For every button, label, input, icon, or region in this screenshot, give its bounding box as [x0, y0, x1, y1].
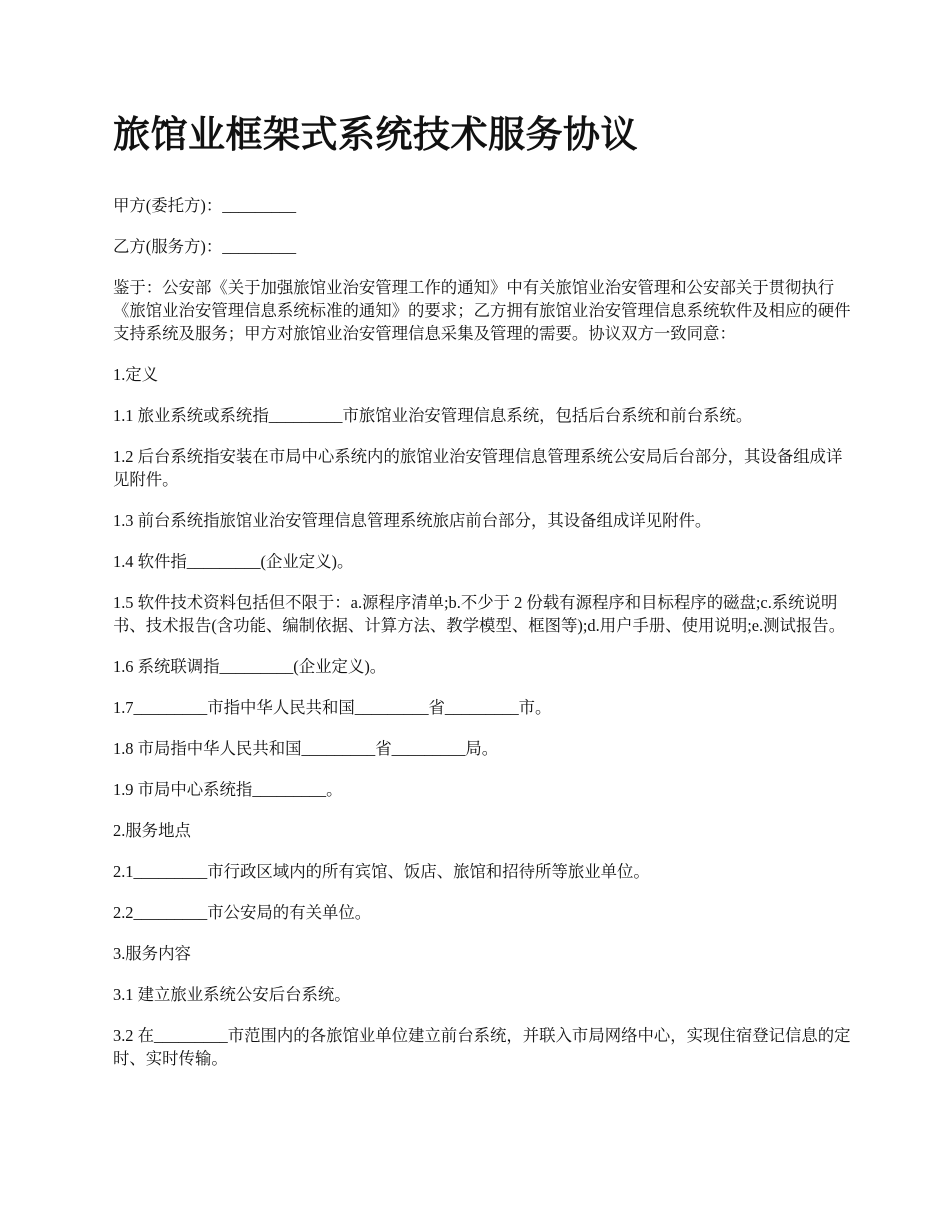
section-heading-service-content: 3.服务内容 [113, 944, 191, 963]
clause-3-2: 3.2 在_________市范围内的各旅馆业单位建立前台系统，并联入市局网络中心，实现住宿登记信息的定时、实时传输。 [113, 1026, 851, 1068]
party-a-line: 甲方(委托方)：_________ [113, 196, 297, 215]
section-heading-service-location: 2.服务地点 [113, 821, 191, 840]
clause-2-2: 2.2_________市公安局的有关单位。 [113, 903, 372, 922]
party-b-line: 乙方(服务方)：_________ [113, 237, 297, 256]
clause-1-2: 1.2 后台系统指安装在市局中心系统内的旅馆业治安管理信息管理系统公安局后台部分，其设备组成详见附件。 [113, 447, 843, 489]
clause-1-1: 1.1 旅业系统或系统指_________市旅馆业治安管理信息系统，包括后台系统和前台系统。 [113, 406, 753, 425]
section-heading-definitions: 1.定义 [113, 365, 159, 384]
clause-3-1: 3.1 建立旅业系统公安后台系统。 [113, 985, 351, 1004]
document-page [113, 108, 858, 1088]
document-title: 旅馆业框架式系统技术服务协议 [113, 115, 638, 156]
clause-2-1: 2.1_________市行政区域内的所有宾馆、饭店、旅馆和招待所等旅业单位。 [113, 862, 650, 881]
clause-1-8: 1.8 市局指中华人民共和国_________省_________局。 [113, 739, 499, 758]
preamble-paragraph: 鉴于：公安部《关于加强旅馆业治安管理工作的通知》中有关旅馆业治安管理和公安部关于贯彻执行《旅馆业治安管理信息系统标准的通知》的要求；乙方拥有旅馆业治安管理信息系统软件及相应的硬件支持系统及服务；甲方对旅馆业治安管理信息采集及管理的需要。协议双方一致同意： [113, 278, 851, 343]
clause-1-5: 1.5 软件技术资料包括但不限于：a.源程序清单;b.不少于 2 份载有源程序和目标程序的磁盘;c.系统说明书、技术报告(含功能、编制依据、计算方法、教学模型、框图等);d.用户手册、使用说明;e.测试报告。 [113, 593, 846, 635]
clause-1-6: 1.6 系统联调指_________(企业定义)。 [113, 657, 387, 676]
clause-1-7: 1.7_________市指中华人民共和国_________省_________市。 [113, 698, 552, 717]
clause-1-9: 1.9 市局中心系统指_________。 [113, 780, 343, 799]
clause-1-4: 1.4 软件指_________(企业定义)。 [113, 552, 354, 571]
clause-1-3: 1.3 前台系统指旅馆业治安管理信息管理系统旅店前台部分，其设备组成详见附件。 [113, 511, 712, 530]
document-body [113, 194, 858, 1070]
